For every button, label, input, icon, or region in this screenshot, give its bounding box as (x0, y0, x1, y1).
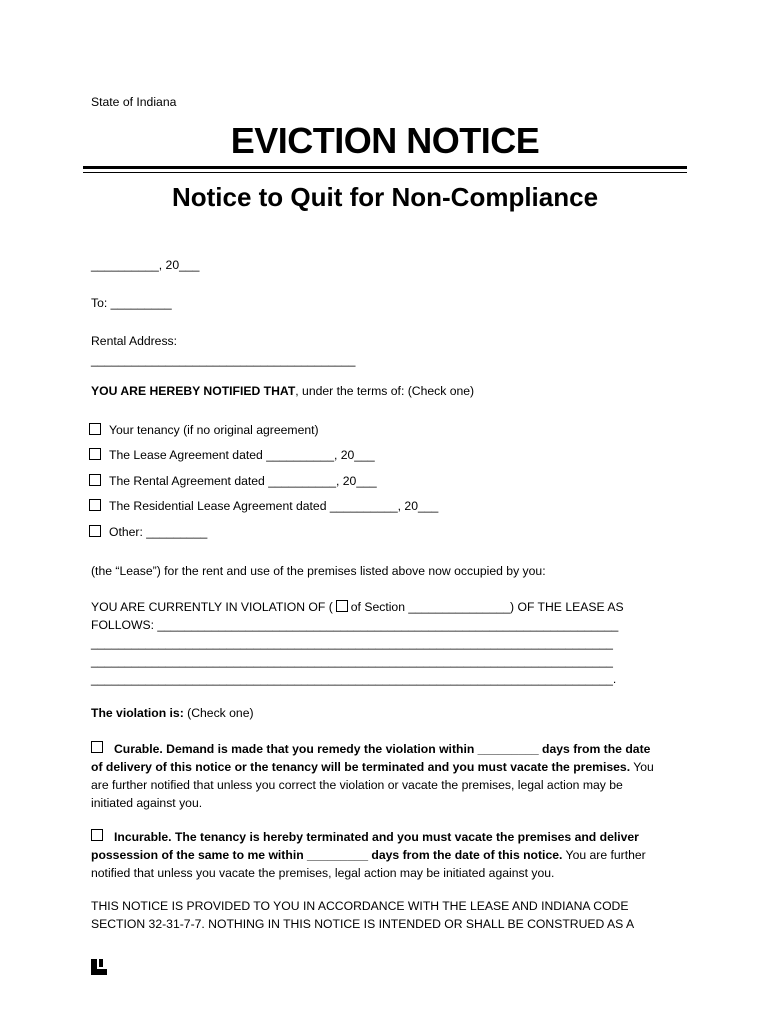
incurable-line-2-bold: possession of the same to me within _________ days from the date of this notice. (91, 848, 563, 862)
page-title: EVICTION NOTICE (230, 120, 540, 161)
notified-bold: YOU ARE HEREBY NOTIFIED THAT (91, 384, 296, 398)
option-residential-lease-checkbox[interactable] (89, 499, 101, 511)
rental-address-field[interactable]: _______________________________________ (91, 353, 356, 367)
violation-is-heading (91, 706, 254, 720)
option-rental-agreement-checkbox[interactable] (89, 474, 101, 486)
violation-is-rest: (Check one) (183, 706, 254, 720)
option-other-label: Other: _________ (109, 525, 208, 539)
curable-line-1 (91, 740, 681, 758)
violation-line-2[interactable]: FOLLOWS: ____________________________________________________________________ (91, 618, 619, 632)
violation-line-1-pre: YOU ARE CURRENTLY IN VIOLATION OF ( (91, 600, 333, 614)
legal-templates-logo-icon (91, 958, 109, 976)
incurable-line-1 (91, 828, 681, 846)
notified-statement (91, 384, 474, 398)
option-lease-agreement-checkbox[interactable] (89, 448, 101, 460)
option-tenancy-checkbox[interactable] (89, 423, 101, 435)
option-other-checkbox[interactable] (89, 525, 101, 537)
curable-paragraph (91, 740, 681, 812)
to-field[interactable]: To: _________ (91, 296, 172, 310)
violation-is-bold: The violation is: (91, 706, 184, 720)
curable-line-2-rest: You (630, 760, 654, 774)
incurable-line-2 (91, 846, 681, 864)
violation-line-4[interactable]: _____________________________________________________________________________ (91, 654, 613, 668)
violation-line-1-post: of Section _______________) OF THE LEASE AS (350, 600, 624, 614)
violation-line-3[interactable]: _____________________________________________________________________________ (91, 636, 613, 650)
lease-sentence: (the “Lease”) for the rent and use of the premises listed above now occupied by you: (91, 564, 546, 578)
violation-line-1 (91, 598, 681, 616)
curable-line-4: initiated against you. (91, 796, 203, 810)
option-tenancy-label: Your tenancy (if no original agreement) (109, 423, 319, 437)
option-lease-agreement-label: The Lease Agreement dated __________, 20___ (109, 448, 375, 462)
curable-line-2-bold: of delivery of this notice or the tenancy will be terminated and you must vacate the premises. (91, 760, 631, 774)
date-field[interactable]: __________, 20___ (91, 258, 200, 272)
incurable-paragraph (91, 828, 681, 882)
incurable-line-1-text: Incurable. The tenancy is hereby terminated and you must vacate the premises and deliver (114, 830, 639, 844)
violation-section-checkbox[interactable] (336, 600, 348, 612)
curable-line-3: are further notified that unless you correct the violation or vacate the premises, legal action may be (91, 778, 623, 792)
legal-line-1: THIS NOTICE IS PROVIDED TO YOU IN ACCORDANCE WITH THE LEASE AND INDIANA CODE (91, 899, 629, 913)
option-rental-agreement-label: The Rental Agreement dated __________, 20___ (109, 474, 377, 488)
curable-line-1-text: Curable. Demand is made that you remedy the violation within _________ days from the date (114, 742, 651, 756)
incurable-line-2-rest: You are further (562, 848, 646, 862)
option-residential-lease-label: The Residential Lease Agreement dated __________, 20___ (109, 499, 439, 513)
incurable-line-3: notified that unless you vacate the premises, legal action may be initiated against you. (91, 866, 555, 880)
page-subtitle: Notice to Quit for Non-Compliance (171, 182, 599, 212)
title-divider-thin (83, 172, 687, 173)
state-label: State of Indiana (91, 95, 177, 109)
curable-line-2 (91, 758, 681, 776)
title-divider-thick (83, 166, 687, 169)
violation-line-5[interactable]: _____________________________________________________________________________. (91, 672, 617, 686)
rental-address-label: Rental Address: (91, 334, 178, 348)
legal-line-2: SECTION 32-31-7-7. NOTHING IN THIS NOTICE IS INTENDED OR SHALL BE CONSTRUED AS A (91, 917, 635, 931)
violation-block (91, 598, 681, 688)
notified-rest: , under the terms of: (Check one) (295, 384, 475, 398)
legal-paragraph (91, 897, 681, 933)
